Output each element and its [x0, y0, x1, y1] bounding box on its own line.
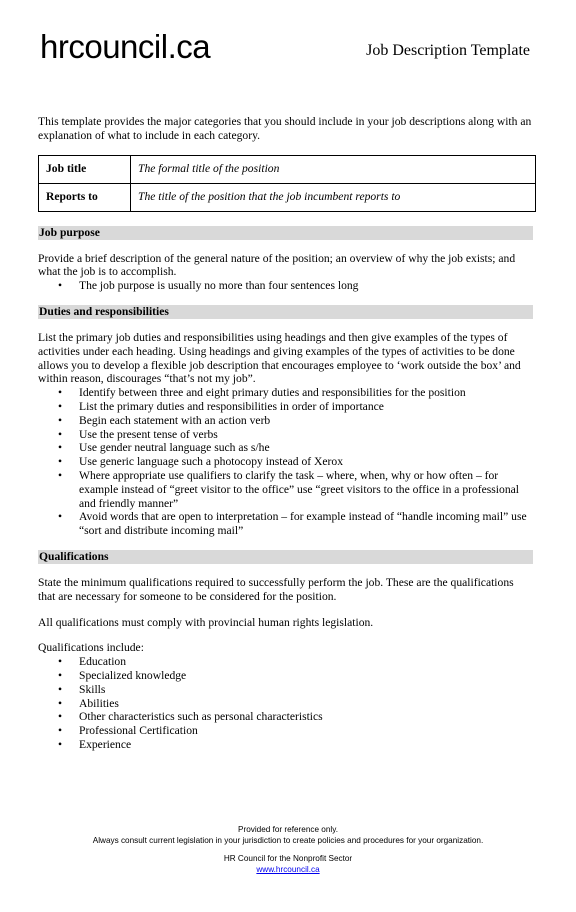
duties-heading: Duties and responsibilities [38, 305, 533, 319]
list-item: • Use the present tense of verbs [79, 428, 533, 442]
qualifications-include-text: Qualifications include: [38, 641, 144, 655]
qualifications-text: State the minimum qualifications required to successfully perform the job. These are the qualifications that are necessary for someone to be considered for the position. [38, 575, 514, 603]
footer-org-name: HR Council for the Nonprofit Sector [223, 854, 353, 863]
list-item: • Use gender neutral language such as s/he [79, 441, 533, 455]
list-item: • Professional Certification [79, 724, 533, 738]
list-item: • Experience [79, 738, 533, 752]
qualifications-heading: Qualifications [38, 550, 533, 564]
qualifications-compliance-text: All qualifications must comply with provincial human rights legislation. [38, 615, 374, 629]
list-item: • Specialized knowledge [79, 669, 533, 683]
list-item: • List the primary duties and responsibilities in order of importance [79, 400, 533, 414]
list-item: • Education [79, 655, 533, 669]
footer-reference-note: Provided for reference only. [238, 825, 338, 834]
qualifications-list [38, 655, 533, 752]
logo: hrcouncil.ca [40, 28, 211, 65]
job-purpose-list [38, 279, 533, 293]
list-item: • Other characteristics such as personal characteristics [79, 710, 533, 724]
job-title-label: Job title [39, 155, 131, 183]
duties-list [38, 386, 533, 538]
reports-to-label: Reports to [39, 183, 131, 211]
intro-text: This template provides the major categories that you should include in your job descriptions along with an explanation of what to include in each category. [38, 115, 532, 142]
document-body [38, 115, 533, 764]
reports-to-value: The title of the position that the job incumbent reports to [131, 183, 536, 211]
footer-disclaimer [0, 824, 576, 846]
footer-website-link[interactable]: www.hrcouncil.ca [256, 865, 320, 874]
footer-legislation-note: Always consult current legislation in your jurisdiction to create policies and procedures for your organization. [92, 836, 484, 845]
job-purpose-heading: Job purpose [38, 226, 533, 240]
document-title: Job Description Template [366, 42, 530, 59]
list-item: • Abilities [79, 697, 533, 711]
list-item: • Avoid words that are open to interpretation – for example instead of “handle incoming mail” use “sort and distribute incoming mail” [79, 510, 533, 538]
list-item: • Skills [79, 683, 533, 697]
list-item: • Begin each statement with an action verb [79, 414, 533, 428]
table-row [39, 183, 536, 211]
job-purpose-text: Provide a brief description of the general nature of the position; an overview of why the job exists; and what the job is to accomplish. [38, 251, 516, 279]
job-meta-table [38, 155, 536, 212]
list-item: • Where appropriate use qualifiers to clarify the task – where, when, why or how often – for example instead of “greet visitor to the office” use “greet visitors to the office in a professional and friendly manner” [79, 469, 533, 510]
list-item: • Identify between three and eight primary duties and responsibilities for the position [79, 386, 533, 400]
job-title-value: The formal title of the position [131, 155, 536, 183]
footer-org [0, 853, 576, 875]
list-item: • Use generic language such a photocopy instead of Xerox [79, 455, 533, 469]
duties-text: List the primary job duties and responsibilities using headings and then give examples of the types of activities under each heading. Using headings and giving examples of the types of activities to be done allows you to develop a flexible job description that encourages employee to ‘work outside the box’ and within reason, discourages “that’s not my job”. [38, 330, 521, 386]
list-item: • The job purpose is usually no more than four sentences long [79, 279, 533, 293]
table-row [39, 155, 536, 183]
